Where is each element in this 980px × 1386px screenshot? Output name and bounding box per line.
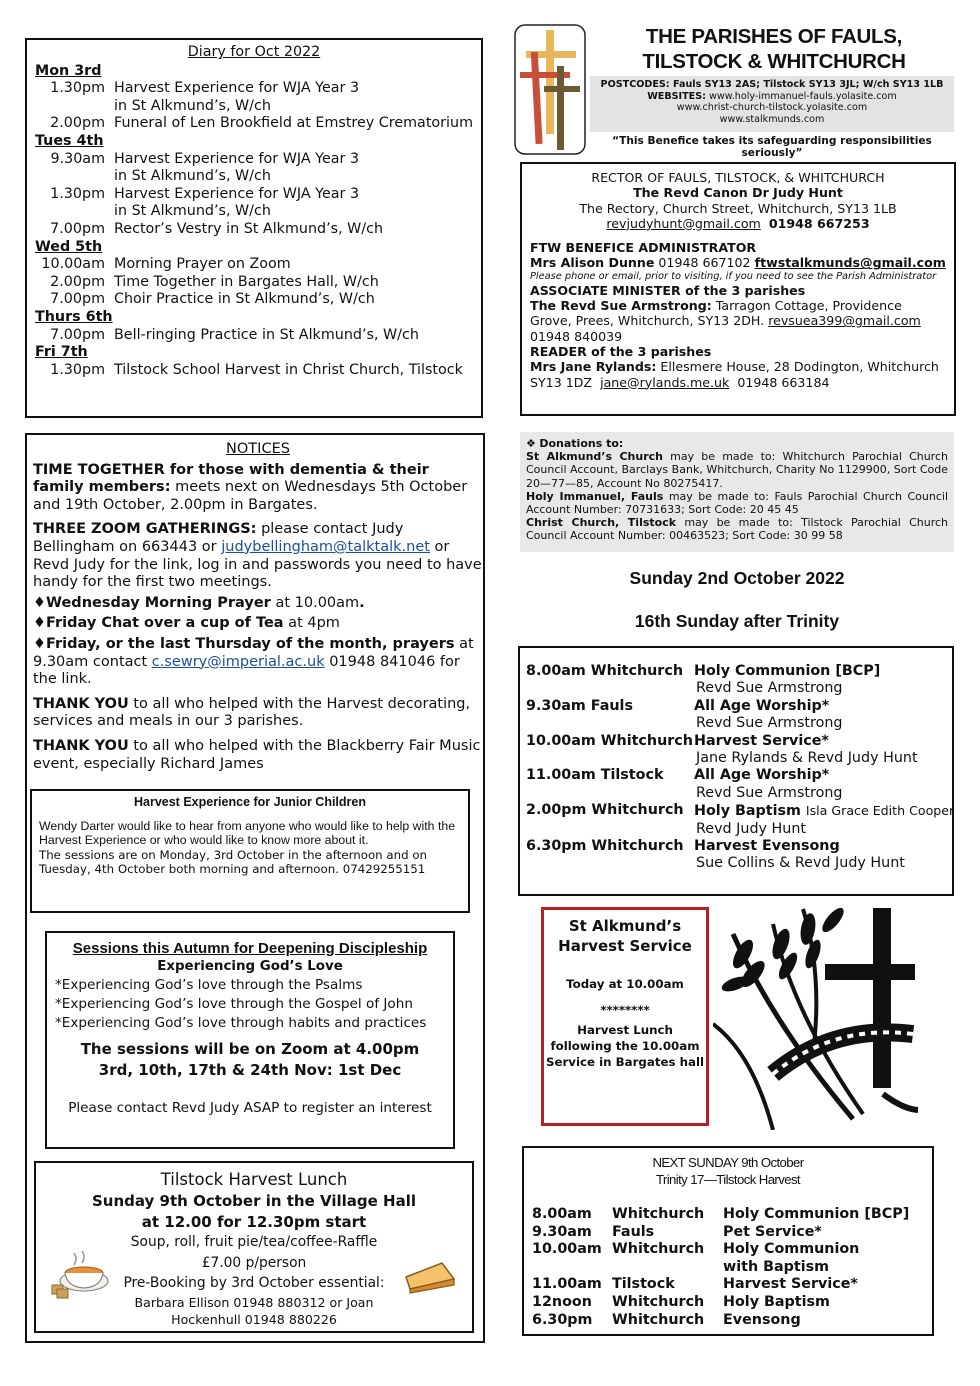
service-time-place: 6.30pm Whitchurch [526, 838, 684, 855]
service-row [526, 802, 955, 820]
diary-event-continuation: in St Alkmund’s, W/ch [114, 203, 271, 220]
discipleship-item: *Experiencing God’s love through the Gospel of John [55, 996, 413, 1012]
service-time-place: 9.30am Fauls [526, 697, 633, 714]
safeguarding-statement: “This Benefice takes its safeguarding responsibilities seriously” [612, 135, 932, 159]
diary-event-time: 9.30am [50, 150, 105, 167]
lunch-contact-2: Hockenhull 01948 880226 [171, 1311, 337, 1327]
bullet-icon: ♦ [33, 635, 46, 652]
thanks-heading: THANK YOU [33, 695, 129, 712]
service-row [526, 767, 946, 784]
reader-phone: 01948 663184 [737, 374, 830, 390]
service-leader: Jane Rylands & Revd Judy Hunt [696, 750, 918, 767]
donation-tilstock-text: may be made to: Tilstock Parochial Church Council Account Number: 00463523; Sort Code: 30 99 58 [526, 516, 948, 543]
diary-event-text: Morning Prayer on Zoom [114, 256, 291, 273]
diary-event [35, 80, 473, 98]
postcodes: POSTCODES: Fauls SY13 2AS; Tilstock SY13 3JL; W/ch SY13 1LB [600, 79, 944, 90]
alkmund-lunch-1: Harvest Lunch [577, 1023, 673, 1037]
next-service-time: 12noon [532, 1293, 592, 1310]
fri-prayers-text-1: at 9.30am contact [33, 635, 474, 670]
admin-phone: 01948 667102 [658, 255, 751, 271]
wheat-cross-illustration [713, 904, 921, 1130]
services-list [526, 663, 955, 873]
service-title: All Age Worship* [694, 767, 830, 784]
next-sunday-heading [532, 1154, 924, 1188]
next-service-name: Holy Communion [BCP] [723, 1206, 910, 1222]
diary-event [35, 151, 473, 169]
service-time-place: 8.00am Whitchurch [526, 663, 684, 679]
service-row [526, 838, 946, 855]
contacts-box [520, 162, 956, 416]
diary-event-text: Rector’s Vestry in St Alkmund’s, W/ch [114, 220, 384, 237]
next-service-row [532, 1224, 924, 1242]
service-row [526, 663, 946, 680]
assoc-name: The Revd Sue Armstrong: [530, 298, 712, 314]
service-name [694, 733, 829, 750]
wed-prayer-heading: Wednesday Morning Prayer [46, 594, 271, 611]
harvest-experience-title: Harvest Experience for Junior Children [133, 795, 366, 809]
harvest-experience-text-1: Wendy Darter would like to hear from anyone who would like to help with the Harvest Experience or who would like to know more about it. [39, 818, 456, 848]
next-service-place: Fauls [612, 1223, 655, 1240]
service-title: Harvest Service* [694, 732, 829, 749]
diary-event-text: Tilstock School Harvest in Christ Church, Tilstock [114, 361, 463, 378]
service-time-place: 10.00am Whitchurch [526, 732, 693, 749]
service-title: Holy Communion [BCP] [694, 663, 881, 679]
admin-name: Mrs Alison Dunne [530, 255, 655, 271]
next-sunday-box [522, 1146, 934, 1336]
donations-heading: Donations to: [539, 437, 624, 450]
diary-event [35, 115, 473, 133]
rector-heading: RECTOR OF FAULS, TILSTOCK, & WHITCHURCH [591, 170, 885, 185]
rector-name: The Revd Canon Dr Judy Hunt [633, 185, 843, 201]
donation-fauls-name: Holy Immanuel, Fauls [526, 489, 664, 503]
services-box [518, 646, 954, 896]
admin-note: Please phone or email, prior to visiting, if you need to see the Parish Administrator [530, 270, 937, 282]
title-line-2: TILSTOCK & WHITCHURCH [642, 50, 906, 73]
reader-address: Ellesmere House, 28 Dodington, Whitchurch SY13 1DZ [530, 359, 939, 390]
service-leader: Revd Sue Armstrong [696, 715, 843, 732]
diary-event-time: 1.30pm [50, 80, 105, 97]
service-title: Harvest Evensong [694, 838, 840, 855]
alkmund-title-2: Harvest Service [558, 937, 692, 955]
donation-alkmund-name: St Alkmund’s Church [526, 450, 663, 464]
bullet-icon: ♦ [33, 615, 46, 632]
lunch-booking: Pre-Booking by 3rd October essential: [123, 1275, 385, 1291]
lunch-contact-1: Barbara Ellison 01948 880312 or Joan [134, 1294, 374, 1310]
zoom-email-link[interactable]: judybellingham@talktalk.net [221, 538, 430, 555]
lunch-title: Tilstock Harvest Lunch [160, 1170, 348, 1189]
thanks-fair-text: to all who helped with the Blackberry Fair Music event, especially Richard James [33, 737, 481, 772]
next-service-row [532, 1241, 924, 1259]
service-name [694, 838, 840, 855]
diary-box [25, 38, 483, 418]
admin-heading: FTW BENEFICE ADMINISTRATOR [530, 240, 757, 256]
diary-event-continuation: in St Alkmund’s, W/ch [114, 168, 271, 185]
lunch-box [34, 1161, 474, 1333]
diamond-icon: ❖ [526, 437, 540, 450]
lunch-time: at 12.00 for 12.30pm start [141, 1212, 367, 1231]
diary-event-text: Funeral of Len Brookfield at Emstrey Crematorium [114, 115, 474, 132]
crosses-logo [514, 24, 586, 155]
diary-event [35, 291, 473, 309]
notice-thanks-fair [33, 738, 483, 773]
diary-event-continuation: in St Alkmund’s, W/ch [114, 97, 271, 114]
service-title: All Age Worship* [694, 697, 830, 714]
bullet-icon: ♦ [33, 594, 46, 611]
rector-phone: 01948 667253 [768, 215, 870, 231]
assoc-email[interactable]: revsuea399@gmail.com [768, 313, 921, 329]
fri-prayers-email-link[interactable]: c.sewry@imperial.ac.uk [151, 653, 325, 670]
zoom-text-1: please contact Judy Bellingham on 663443 or [33, 521, 404, 555]
websites-label: WEBSITES: [647, 90, 706, 102]
alkmund-stars: ******** [600, 1003, 650, 1017]
service-name [694, 698, 829, 715]
wed-prayer-dot: . [359, 594, 365, 611]
donation-fauls-text: may be made to: Fauls Parochial Church Council Account Number: 70731633; Sort Code: 20 45 45 [526, 489, 948, 517]
next-service-name: Holy Communion [723, 1241, 860, 1258]
time-together-text: meets next on Wednesdays 5th October and 19th October, 2.00pm in Bargates. [33, 479, 468, 513]
next-service-name: Pet Service* [723, 1223, 822, 1240]
notice-fri-chat [33, 615, 483, 633]
next-sunday-list [532, 1206, 924, 1329]
website-alkmunds[interactable]: www.stalkmunds.com [719, 113, 825, 125]
diary-list [35, 63, 473, 380]
diary-event-text: Harvest Experience for WJA Year 3 [114, 150, 360, 167]
admin-email[interactable]: ftwstalkmunds@gmail.com [754, 255, 946, 271]
service-name [694, 767, 829, 784]
diary-event [35, 256, 473, 274]
time-together-heading: TIME TOGETHER for those with dementia & their family members: [33, 461, 429, 496]
diary-event-text: Harvest Experience for WJA Year 3 [114, 80, 360, 97]
notice-fri-prayers [33, 636, 483, 689]
service-time-place: 11.00am Tilstock [526, 767, 664, 784]
discipleship-contact: Please contact Revd Judy ASAP to register an interest [68, 1100, 432, 1116]
fri-prayers-text-2: 01948 841046 for the link. [33, 653, 460, 688]
service-time-place: 2.00pm Whitchurch [526, 802, 684, 819]
diary-day-heading: Thurs 6th [35, 308, 113, 325]
fri-chat-heading: Friday Chat over a cup of Tea [46, 615, 284, 632]
discipleship-item: *Experiencing God’s love through habits and practices [55, 1015, 427, 1031]
diary-day-heading: Tues 4th [35, 132, 104, 149]
header-info [590, 76, 954, 132]
sunday-date: Sunday 2nd October 2022 [629, 568, 845, 588]
next-service-row [532, 1206, 924, 1224]
discipleship-zoom-dates: 3rd, 10th, 17th & 24th Nov: 1st Dec [98, 1061, 402, 1079]
diary-event [35, 221, 473, 239]
next-service-time [532, 1259, 612, 1277]
website-fauls[interactable]: www.holy-immanuel-fauls.yolasite.com [709, 90, 897, 102]
assoc-heading: ASSOCIATE MINISTER of the 3 parishes [530, 282, 806, 298]
alkmund-time: Today at 10.00am [566, 977, 684, 991]
notice-thanks-harvest [33, 696, 483, 731]
alkmund-harvest-box [541, 907, 709, 1126]
diary-day-heading: Wed 5th [35, 238, 103, 255]
next-service-place: Whitchurch [612, 1293, 705, 1310]
next-service-name: with Baptism [723, 1258, 830, 1275]
service-leader: Revd Sue Armstrong [696, 680, 843, 697]
service-name [694, 802, 954, 820]
discipleship-title: Sessions this Autumn for Deepening Discipleship [72, 940, 428, 957]
thanks-harvest-text: to all who helped with the Harvest decorating, services and meals in our 3 parishes. [33, 695, 471, 730]
donations-box [520, 432, 954, 552]
next-service-time: 11.00am [532, 1276, 602, 1293]
reader-heading: READER of the 3 parishes [530, 343, 712, 359]
discipleship-item: *Experiencing God’s love through the Psalms [55, 977, 363, 993]
next-service-time: 8.00am [532, 1206, 592, 1222]
sunday-trinity: 16th Sunday after Trinity [634, 611, 840, 631]
discipleship-box [45, 931, 455, 1149]
next-service-place: Whitchurch [612, 1206, 705, 1222]
diary-event-time: 7.00pm [50, 326, 105, 343]
diary-event-time: 7.00pm [50, 291, 105, 308]
next-sunday-heading-2: Trinity 17—Tilstock Harvest [655, 1172, 801, 1187]
diary-event-time: 10.00am [41, 256, 105, 273]
diary-event [35, 186, 473, 204]
lunch-price: £7.00 p/person [201, 1254, 307, 1271]
service-title: Holy Baptism [694, 803, 801, 820]
notice-zoom [33, 521, 483, 591]
service-leader: Sue Collins & Revd Judy Hunt [696, 855, 905, 872]
fri-chat-text: at 4pm [283, 615, 340, 632]
next-service-name: Evensong [723, 1311, 801, 1328]
next-service-row [532, 1276, 924, 1294]
zoom-heading: THREE ZOOM GATHERINGS: [33, 521, 257, 538]
lunch-menu: Soup, roll, fruit pie/tea/coffee-Raffle [130, 1234, 378, 1250]
assoc-address: Tarragon Cottage, Providence Grove, Prees, Whitchurch, SY13 2DH. [530, 298, 902, 329]
zoom-text-2: or Revd Judy for the link, log in and passwords you need to have handy for the first two meetings. [33, 538, 482, 591]
notice-time-together [33, 462, 483, 515]
parish-title [590, 24, 958, 74]
notices-title: NOTICES [226, 441, 290, 457]
diary-event-time: 1.30pm [50, 185, 105, 202]
alkmund-lunch-2: following the 10.00am [550, 1039, 700, 1053]
diary-event [35, 327, 473, 345]
lunch-date: Sunday 9th October in the Village Hall [92, 1192, 416, 1210]
discipleship-items [55, 976, 445, 1033]
service-leader: Revd Judy Hunt [696, 820, 807, 837]
notices-box [25, 433, 485, 1343]
diary-event-time: 2.00pm [50, 115, 105, 132]
service-note: Isla Grace Edith Cooper [805, 803, 955, 819]
notice-wed-prayer [33, 595, 483, 613]
diary-event-time: 7.00pm [50, 220, 105, 237]
next-service-place: Whitchurch [612, 1241, 705, 1258]
rector-address: The Rectory, Church Street, Whitchurch, SY13 1LB [579, 200, 897, 216]
diary-event-text: Choir Practice in St Alkmund’s, W/ch [114, 291, 375, 308]
diary-day-heading: Fri 7th [35, 344, 88, 361]
next-service-row [532, 1259, 924, 1277]
thanks-heading: THANK YOU [33, 737, 129, 754]
diary-event [35, 274, 473, 292]
donation-alkmund-text: may be made to: Whitchurch Parochial Church Council Account, Barclays Bank, Whitchurch, Charity No 1129900, Sort Code 20—77—85, Account No 80275417. [526, 450, 948, 490]
next-service-place [612, 1259, 723, 1277]
reader-name: Mrs Jane Rylands: [530, 359, 657, 375]
next-service-place: Whitchurch [612, 1311, 705, 1328]
next-service-time: 6.30pm [532, 1311, 593, 1328]
diary-event-time: 2.00pm [50, 273, 105, 290]
next-service-time: 10.00am [532, 1241, 602, 1258]
pie-slice-icon [402, 1259, 458, 1295]
next-service-place: Tilstock [612, 1276, 675, 1293]
soup-bowl-icon [50, 1249, 112, 1301]
diary-event-text: Bell-ringing Practice in St Alkmund’s, W/ch [114, 326, 419, 343]
next-sunday-heading-1: NEXT SUNDAY 9th October [652, 1155, 804, 1170]
alkmund-lunch-3: Service in Bargates hall [545, 1055, 705, 1069]
fri-prayers-heading: Friday, or the last Thursday of the month, prayers [46, 635, 455, 652]
diary-event-text: Harvest Experience for WJA Year 3 [114, 185, 360, 202]
diary-event-text: Time Together in Bargates Hall, W/ch [114, 273, 379, 290]
website-tilstock[interactable]: www.christ-church-tilstock.yolasite.com [676, 102, 868, 113]
title-line-1: THE PARISHES OF FAULS, [645, 25, 903, 48]
alkmund-title-1: St Alkmund’s [568, 917, 682, 935]
donation-tilstock-name: Christ Church, Tilstock [526, 516, 677, 530]
next-service-name: Holy Baptism [723, 1293, 830, 1310]
diary-event [35, 362, 473, 380]
assoc-phone: 01948 840039 [530, 328, 623, 344]
harvest-experience-box [30, 789, 470, 913]
diary-day-heading: Mon 3rd [35, 62, 102, 79]
service-name [694, 663, 880, 680]
harvest-experience-text-2: The sessions are on Monday, 3rd October in the afternoon and on Tuesday, 4th October both morning and afternoon. 07429255151 [39, 847, 428, 877]
service-leader: Revd Sue Armstrong [696, 784, 843, 801]
notices-text [33, 441, 483, 780]
next-service-row [532, 1312, 924, 1330]
rector-email[interactable]: revjudyhunt@gmail.com [606, 215, 761, 231]
diary-title: Diary for Oct 2022 [187, 44, 321, 60]
discipleship-subtitle: Experiencing God’s Love [157, 959, 343, 974]
wed-prayer-text: at 10.00am [270, 594, 360, 611]
service-row [526, 698, 946, 715]
diary-event-time: 1.30pm [50, 361, 105, 378]
next-service-time: 9.30am [532, 1223, 592, 1240]
discipleship-zoom-line-1: The sessions will be on Zoom at 4.00pm [80, 1040, 420, 1058]
next-service-name: Harvest Service* [723, 1276, 858, 1293]
reader-email[interactable]: jane@rylands.me.uk [600, 374, 730, 390]
next-service-row [532, 1294, 924, 1312]
service-row [526, 733, 946, 750]
